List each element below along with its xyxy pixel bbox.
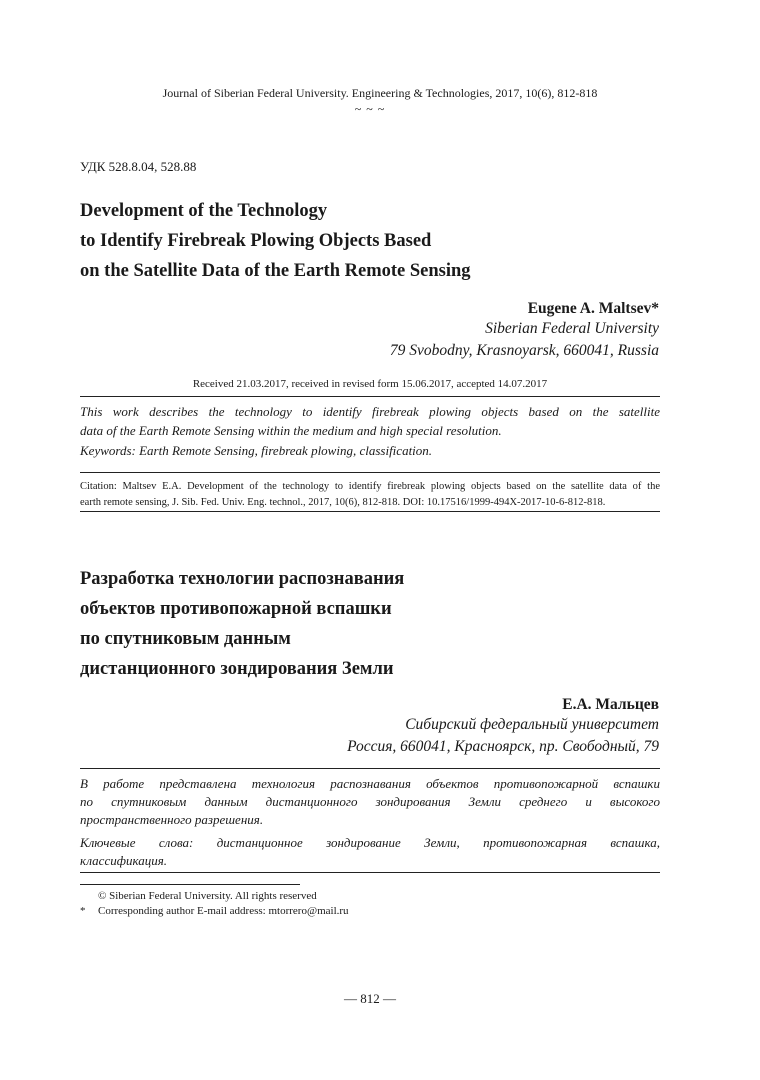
author-name-en: Eugene A. Maltsev*	[527, 300, 659, 317]
abstract-ru-line: пространственного разрешения.	[80, 812, 264, 827]
abstract-ru-line: В работе представлена технология распознавания объектов противопожарной вспашки	[80, 776, 660, 791]
address-ru: Россия, 660041, Красноярск, пр. Свободный, 79	[347, 738, 659, 755]
divider	[80, 396, 660, 397]
citation-line: Citation: Maltsev E.A. Development of the technology to identify firebreak plowing objects based on the satellite data of the	[80, 481, 660, 492]
divider	[80, 472, 660, 473]
affiliation-ru: Сибирский федеральный университет	[405, 716, 659, 733]
title-ru-line: дистанционного зондирования Земли	[80, 659, 394, 679]
article-title-en	[80, 196, 471, 286]
received-dates: Received 21.03.2017, received in revised form 15.06.2017, accepted 14.07.2017	[192, 378, 548, 390]
divider	[80, 872, 660, 873]
title-ru-line: по спутниковым данным	[80, 629, 291, 649]
keywords-ru	[80, 834, 660, 870]
abstract-en	[80, 402, 660, 440]
footnote-divider	[80, 884, 300, 885]
keywords-ru-line: классификация.	[80, 853, 167, 868]
title-en-line: on the Satellite Data of the Earth Remote Sensing	[80, 261, 471, 281]
keywords-en: Keywords: Earth Remote Sensing, firebreak plowing, classification.	[80, 443, 433, 458]
title-ru-line: объектов противопожарной вспашки	[80, 599, 392, 619]
abstract-ru	[80, 775, 660, 829]
divider	[80, 511, 660, 512]
title-en-line: to Identify Firebreak Plowing Objects Based	[80, 231, 432, 251]
title-ru-line: Разработка технологии распознавания	[80, 569, 405, 589]
abstract-en-line: data of the Earth Remote Sensing within the medium and high special resolution.	[80, 423, 502, 438]
article-title-ru	[80, 564, 404, 684]
affiliation-en: Siberian Federal University	[485, 320, 659, 337]
footnote-copyright	[80, 889, 317, 904]
keywords-ru-line: Ключевые слова: дистанционное зондирование Земли, противопожарная вспашка,	[80, 835, 660, 850]
divider	[80, 768, 660, 769]
abstract-en-line: This work describes the technology to identify firebreak plowing objects based on the satellite	[80, 404, 660, 419]
author-name-ru: Е.А. Мальцев	[562, 696, 659, 713]
abstract-ru-line: по спутниковым данным дистанционного зондирования Земли среднего и высокого	[80, 794, 660, 809]
corresponding-email: Corresponding author E-mail address: mtorrero@mail.ru	[98, 905, 349, 917]
footnote-corresponding	[80, 904, 349, 919]
footnote-mark: *	[80, 905, 86, 917]
address-en: 79 Svobodny, Krasnoyarsk, 660041, Russia	[389, 342, 659, 359]
copyright-text: © Siberian Federal University. All rights reserved	[98, 890, 317, 902]
header-separator: ~ ~ ~	[354, 102, 386, 116]
citation	[80, 479, 660, 511]
author-affiliation-ru	[347, 714, 659, 758]
journal-header: Journal of Siberian Federal University. Engineering & Technologies, 2017, 10(6), 812-818	[162, 86, 598, 100]
page-number: — 812 —	[344, 991, 396, 1006]
udk-code: УДК 528.8.04, 528.88	[80, 159, 197, 174]
title-en-line: Development of the Technology	[80, 201, 328, 221]
citation-line: earth remote sensing, J. Sib. Fed. Univ. Eng. technol., 2017, 10(6), 812-818. DOI: 10.17516/1999-494X-2017-10-6-812-818.	[80, 497, 606, 508]
author-affiliation-en	[390, 318, 659, 362]
